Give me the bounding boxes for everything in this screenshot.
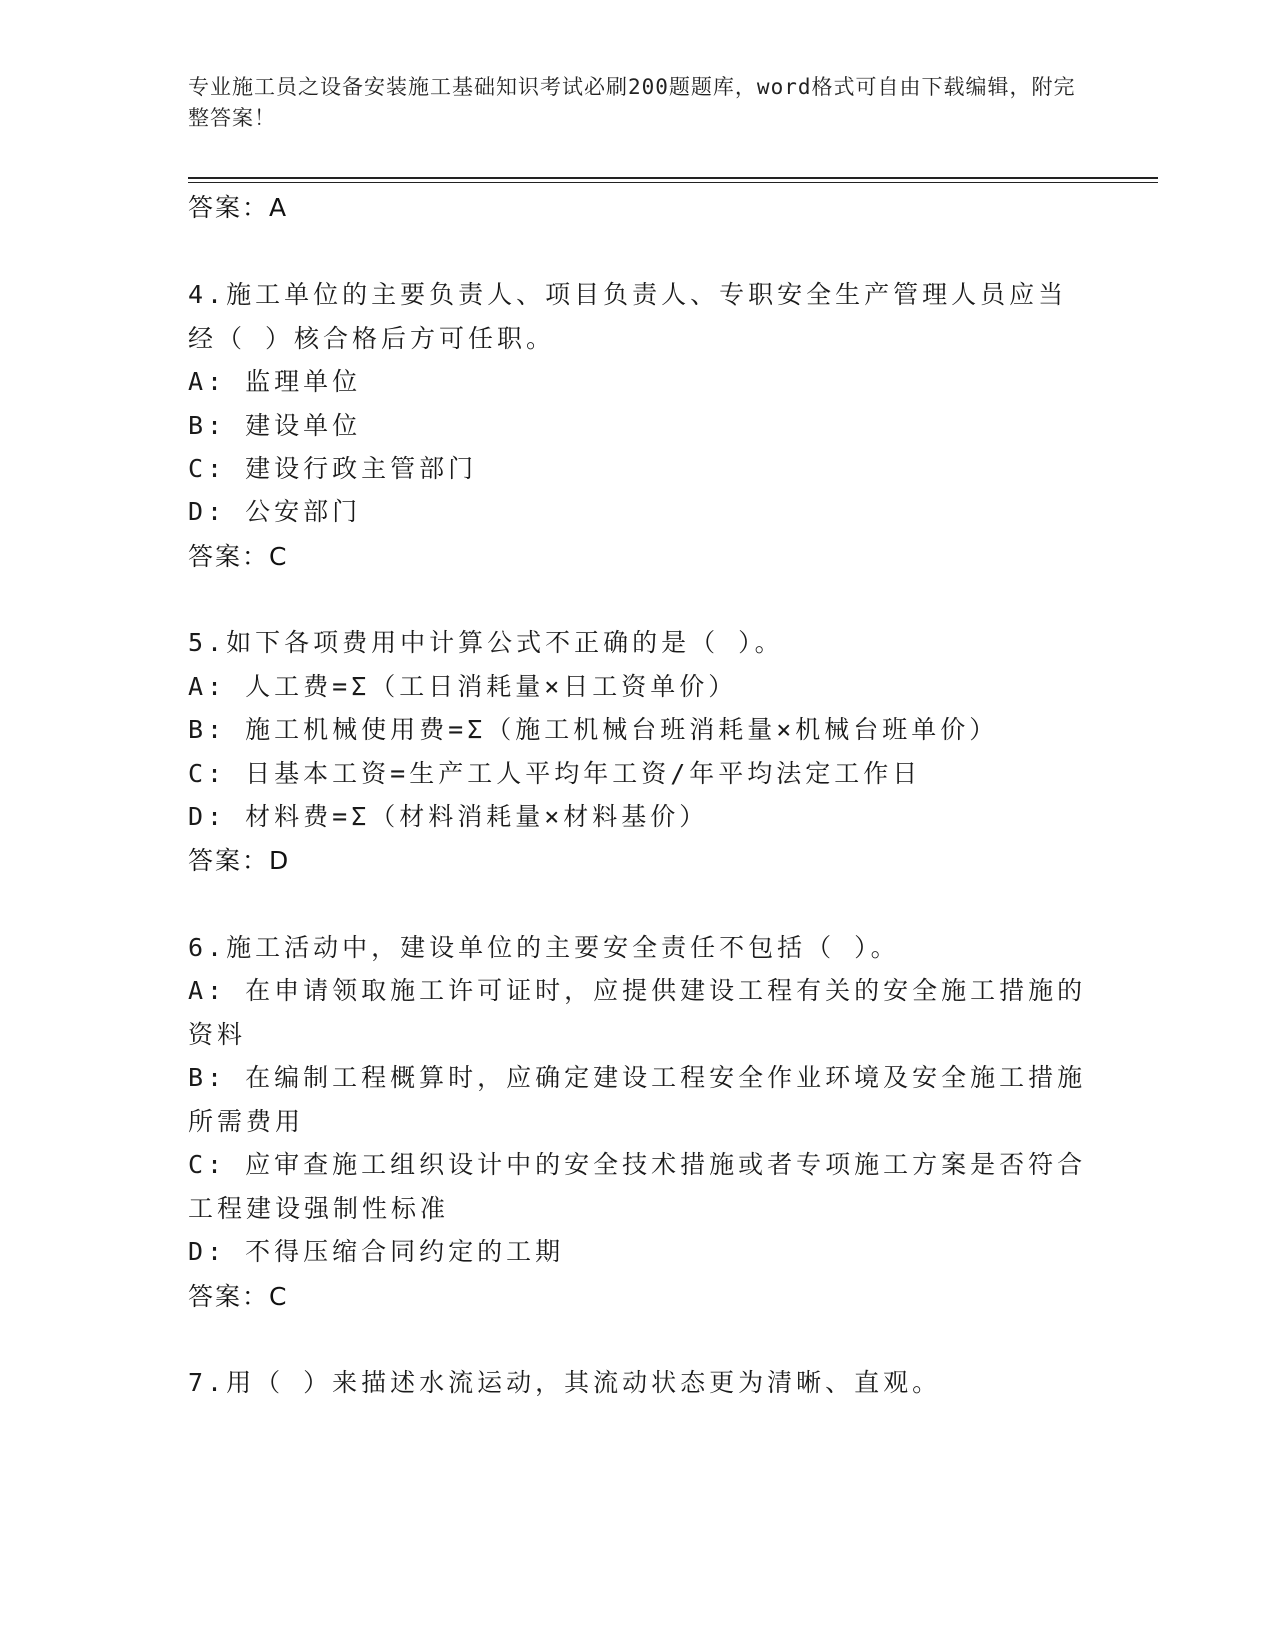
answer-line: 答案：D [188, 846, 291, 875]
option-c-continued: 工程建设强制性标准 [188, 1194, 450, 1223]
option-c: C: 建设行政主管部门 [188, 454, 478, 483]
option-d: D: 材料费=Σ（材料消耗量×材料基价） [188, 802, 709, 831]
question-stem: 7.用（ ）来描述水流运动，其流动状态更为清晰、直观。 [188, 1368, 942, 1397]
option-a: A: 在申请领取施工许可证时，应提供建设工程有关的安全施工措施的 [188, 976, 1087, 1005]
option-a-continued: 资料 [188, 1020, 247, 1049]
answer-line: 答案：A [188, 193, 289, 222]
answer-line: 答案：C [188, 1282, 289, 1311]
question-stem: 经（ ）核合格后方可任职。 [188, 324, 556, 353]
question-stem: 6.施工活动中，建设单位的主要安全责任不包括（ ）。 [188, 933, 900, 962]
option-b: B: 建设单位 [188, 411, 362, 440]
option-b: B: 施工机械使用费=Σ（施工机械台班消耗量×机械台班单价） [188, 715, 999, 744]
option-a: A: 人工费=Σ（工日消耗量×日工资单价） [188, 672, 738, 701]
header-rule-thin [188, 182, 1158, 183]
option-b-continued: 所需费用 [188, 1107, 305, 1136]
question-stem: 4.施工单位的主要负责人、项目负责人、专职安全生产管理人员应当 [188, 280, 1068, 309]
answer-line: 答案：C [188, 542, 289, 571]
option-d: D: 公安部门 [188, 497, 362, 526]
option-a: A: 监理单位 [188, 367, 362, 396]
option-c: C: 日基本工资=生产工人平均年工资/年平均法定工作日 [188, 759, 922, 788]
option-c: C: 应审查施工组织设计中的安全技术措施或者专项施工方案是否符合 [188, 1150, 1087, 1179]
option-b: B: 在编制工程概算时，应确定建设工程安全作业环境及安全施工措施 [188, 1063, 1087, 1092]
option-d: D: 不得压缩合同约定的工期 [188, 1237, 565, 1266]
question-stem: 5.如下各项费用中计算公式不正确的是（ ）。 [188, 628, 784, 657]
document-header: 专业施工员之设备安装施工基础知识考试必刷200题题库，word格式可自由下载编辑，附完整答案！ [188, 75, 1076, 130]
header-rule-thick [188, 177, 1158, 179]
